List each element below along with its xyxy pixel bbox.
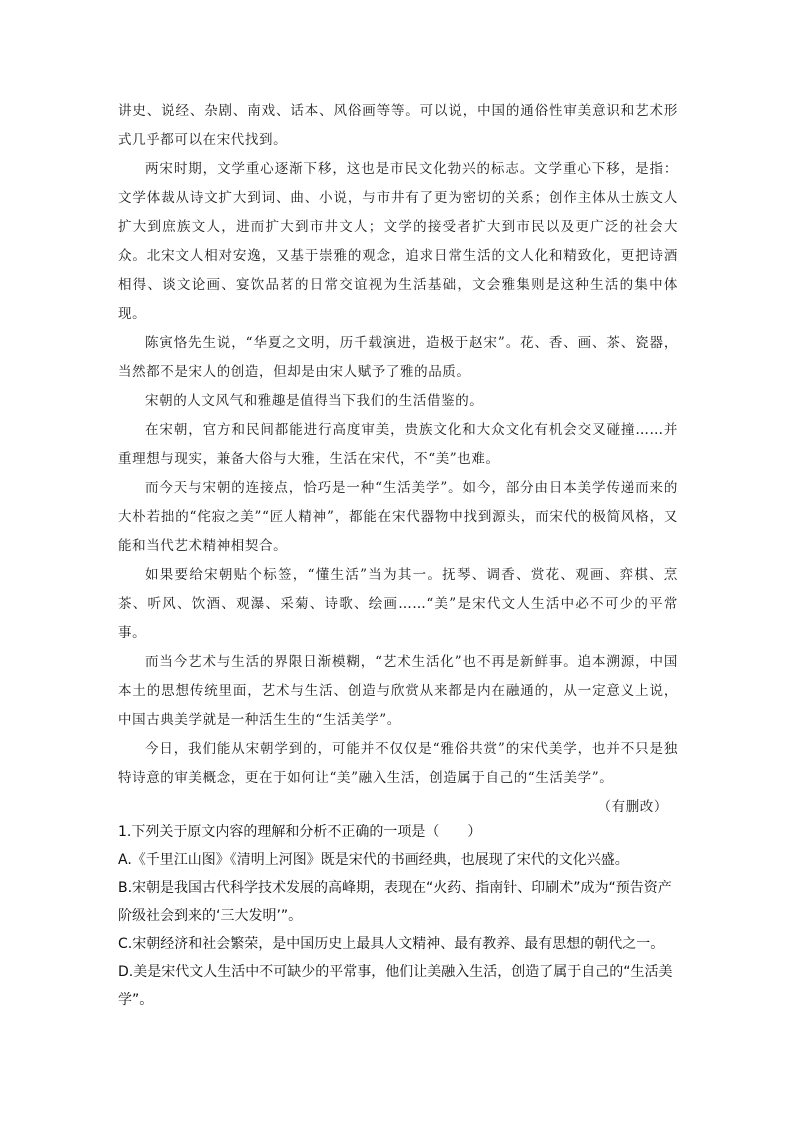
option-d: D.美是宋代文人生活中不可缺少的平常事，他们让美融入生活，创造了属于自己的“生活美学”。 [118,964,673,1008]
question-block [118,818,678,1014]
option-b: B.宋朝是我国古代科学技术发展的高峰期，表现在“火药、指南针、印刷术”成为“预告资产阶级社会到来的‘三大发明’”。 [118,880,672,924]
option-a: A.《千里江山图》《清明上河图》既是宋代的书画经典，也展现了宋代的文化兴盛。 [118,852,629,868]
essay-paragraph: 两宋时期，文学重心逐渐下移，这也是市民文化勃兴的标志。文学重心下移，是指：文学体裁从诗文扩大到词、曲、小说，与市井有了更为密切的关系；创作主体从士族文人扩大到庶族文人，进而扩大到市井文人；文学的接受者扩大到市民以及更广泛的社会大众。北宋文人相对安逸，又基于崇雅的观念，追求日常生活的文人化和精致化，更把诗酒相得、谈文论画、宴饮品茗的日常交谊视为生活基础，文会雅集则是这种生活的集中体现。 [118,161,678,322]
essay-body [118,97,678,822]
essay-paragraph: 陈寅恪先生说，“华夏之文明，历千载演进，造极于赵宋”。花、香、画、茶、瓷器，当然都不是宋人的创造，但却是由宋人赋予了雅的品质。 [118,335,678,380]
option-c: C.宋朝经济和社会繁荣，是中国历史上最具人文精神、最有教养、最有思想的朝代之一。 [118,936,665,952]
source-note: （有删改） [597,799,668,815]
essay-paragraph: 今日，我们能从宋朝学到的，可能并不仅仅是“雅俗共赏”的宋代美学，也并不只是独特诗意的审美概念，更在于如何让“美”融入生活，创造属于自己的“生活美学”。 [118,741,678,786]
essay-paragraph-continuation: 讲史、说经、杂剧、南戏、话本、风俗画等等。可以说，中国的通俗性审美意识和艺术形式几乎都可以在宋代找到。 [118,103,678,148]
question-stem: 1.下列关于原文内容的理解和分析不正确的一项是（ ） [118,824,482,840]
essay-paragraph: 而当今艺术与生活的界限日渐模糊，“艺术生活化”也不再是新鲜事。追本溯源，中国本土的思想传统里面，艺术与生活、创造与欣赏从来都是内在融通的，从一定意义上说，中国古典美学就是一种活生生的“生活美学”。 [118,654,678,728]
essay-paragraph: 在宋朝，官方和民间都能进行高度审美，贵族文化和大众文化有机会交叉碰撞……并重理想与现实，兼备大俗与大雅，生活在宋代，不“美”也难。 [118,422,678,467]
essay-paragraph: 如果要给宋朝贴个标签，“懂生活”当为其一。抚琴、调香、赏花、观画、弈棋、烹茶、听风、饮酒、观瀑、采菊、诗歌、绘画……“美”是宋代文人生活中必不可少的平常事。 [118,567,678,641]
essay-paragraph: 宋朝的人文风气和雅趣是值得当下我们的生活借鉴的。 [145,393,484,409]
essay-paragraph: 而今天与宋朝的连接点，恰巧是一种“生活美学”。如今，部分由日本美学传递而来的大朴若拙的“侘寂之美”“匠人精神”，都能在宋代器物中找到源头，而宋代的极简风格，又能和当代艺术精神相契合。 [118,480,678,554]
